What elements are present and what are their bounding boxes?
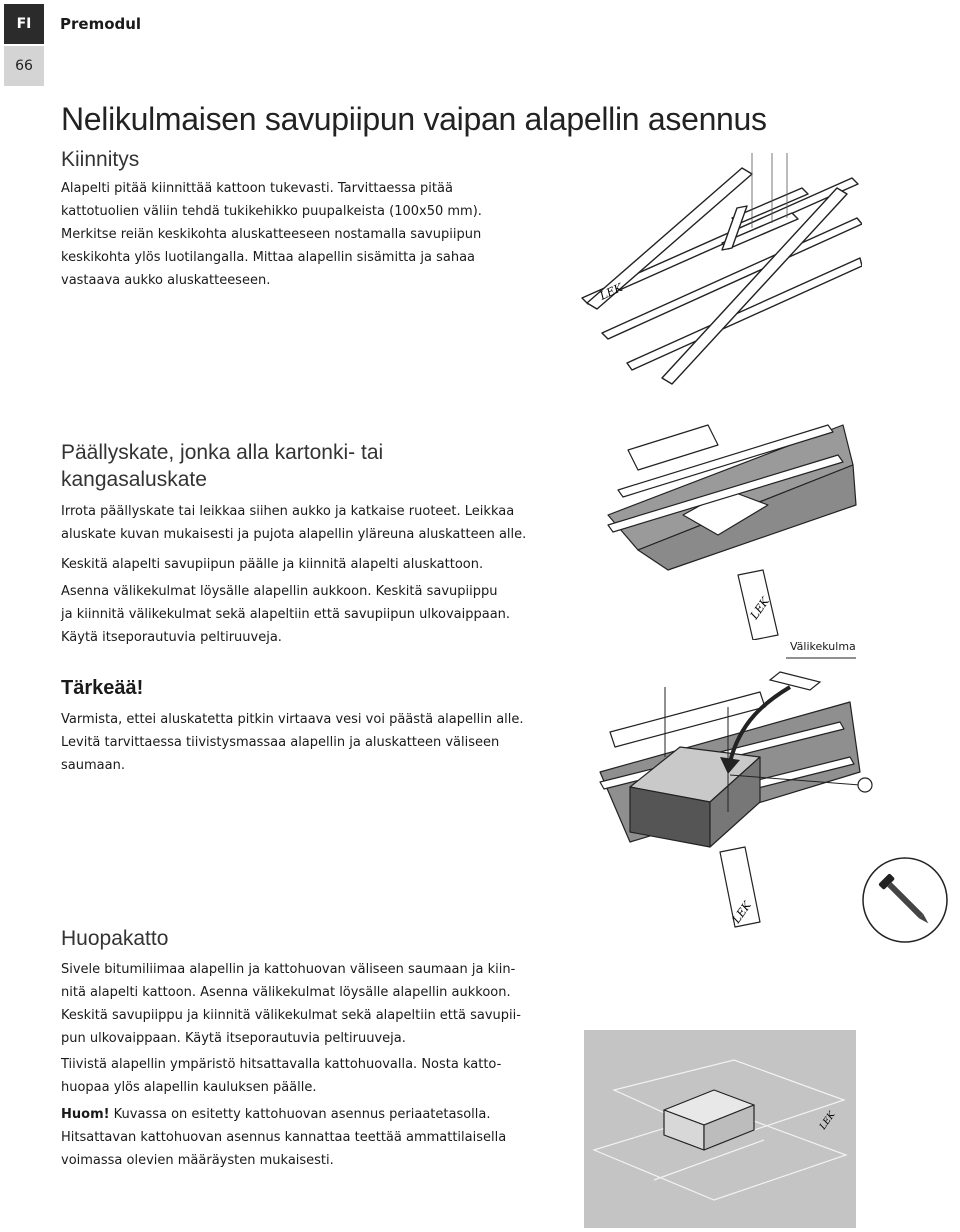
text-line: voimassa olevien määräysten mukaisesti.: [61, 1153, 334, 1168]
kiinnitys-text: [61, 177, 482, 292]
text-line: Asenna välikekulmat löysälle alapellin aukkoon. Keskitä savupiippu: [61, 584, 498, 599]
label-underline: [786, 656, 858, 660]
note-label: Huom!: [61, 1107, 110, 1122]
lek-label: LEK: [818, 1110, 838, 1132]
text-line: ja kiinnitä välikekulmat sekä alapeltiin että savupiipun ulkovaippaan.: [61, 607, 511, 622]
lek-label: LEK: [747, 594, 772, 622]
chimney-base-illustration: [590, 662, 890, 942]
paallyskate-p3: [61, 580, 510, 649]
text-line: pun ulkovaippaan. Käytä itseporautuvia peltiruuveja.: [61, 1031, 406, 1046]
text-line: nitä alapelti kattoon. Asenna välikekulmat löysälle alapellin aukkoon.: [61, 985, 511, 1000]
paallyskate-p2: [61, 553, 483, 576]
heading-line: kangasaluskate: [61, 468, 207, 491]
text-line: keskikohta ylös luotilangalla. Mittaa alapellin sisämitta ja sahaa: [61, 250, 476, 265]
text-line: Varmista, ettei aluskatetta pitkin virtaava vesi voi päästä alapellin alle.: [61, 712, 524, 727]
valikekulma-label: Välikekulma: [790, 640, 856, 653]
huopakatto-p2: [61, 1053, 501, 1099]
text-line: Keskitä savupiippu ja kiinnitä välikekulmat sekä alapeltiin että savupii-: [61, 1008, 521, 1023]
huopakatto-p1: [61, 958, 521, 1050]
kiinnitys-heading: Kiinnitys: [61, 148, 140, 171]
text-line: Tiivistä alapellin ympäristö hitsattavalla kattohuovalla. Nosta katto-: [61, 1057, 502, 1072]
text-line: vastaava aukko aluskatteeseen.: [61, 273, 271, 288]
language-tab: FI: [4, 4, 44, 44]
text-line: aluskate kuvan mukaisesti ja pujota alapellin yläreuna aluskatteen alle.: [61, 527, 527, 542]
important-heading: Tärkeää!: [61, 677, 144, 699]
text-line: Irrota päällyskate tai leikkaa siihen aukko ja katkaise ruoteet. Leikkaa: [61, 504, 515, 519]
huopakatto-heading: Huopakatto: [61, 927, 169, 950]
section-title: Premodul: [60, 15, 142, 33]
text-line: kattotuolien väliin tehdä tukikehikko puupalkeista (100x50 mm).: [61, 204, 482, 219]
text-line: Merkitse reiän keskikohta aluskatteeseen nostamalla savupiipun: [61, 227, 482, 242]
screw-icon: [860, 855, 950, 945]
paallyskate-heading: [61, 439, 383, 493]
huopakatto-p3: [61, 1103, 506, 1172]
important-text: [61, 708, 524, 777]
screw-leader-line: [730, 770, 880, 800]
paallyskate-p1: [61, 500, 526, 546]
text-line: Käytä itseporautuvia peltiruuveja.: [61, 630, 282, 645]
text-line: saumaan.: [61, 758, 125, 773]
felt-roof-illustration: [584, 1030, 856, 1228]
page-number: 66: [4, 46, 44, 86]
text-line: Hitsattavan kattohuovan asennus kannattaa teettää ammattilaisella: [61, 1130, 507, 1145]
text-line: Sivele bitumiliimaa alapellin ja kattohuovan väliseen saumaan ja kiin-: [61, 962, 516, 977]
lek-label: LEK: [729, 898, 754, 926]
text-line: [61, 1103, 506, 1126]
lek-label: LEK: [597, 280, 625, 303]
text-line: Alapelti pitää kiinnittää kattoon tukevasti. Tarvittaessa pitää: [61, 181, 453, 196]
truss-frame-illustration: [572, 148, 862, 388]
page-title: Nelikulmaisen savupiipun vaipan alapellin asennus: [61, 101, 767, 137]
text-line: Keskitä alapelti savupiipun päälle ja kiinnitä alapelti aluskattoon.: [61, 557, 484, 572]
note-text: Kuvassa on esitetty kattohuovan asennus periaatetasolla.: [109, 1107, 491, 1122]
heading-line: Päällyskate, jonka alla kartonki- tai: [61, 441, 384, 464]
tile-roof-opening-illustration: [598, 410, 860, 640]
text-line: huopaa ylös alapellin kauluksen päälle.: [61, 1080, 317, 1095]
text-line: Levitä tarvittaessa tiivistysmassaa alapellin ja aluskatteen väliseen: [61, 735, 500, 750]
